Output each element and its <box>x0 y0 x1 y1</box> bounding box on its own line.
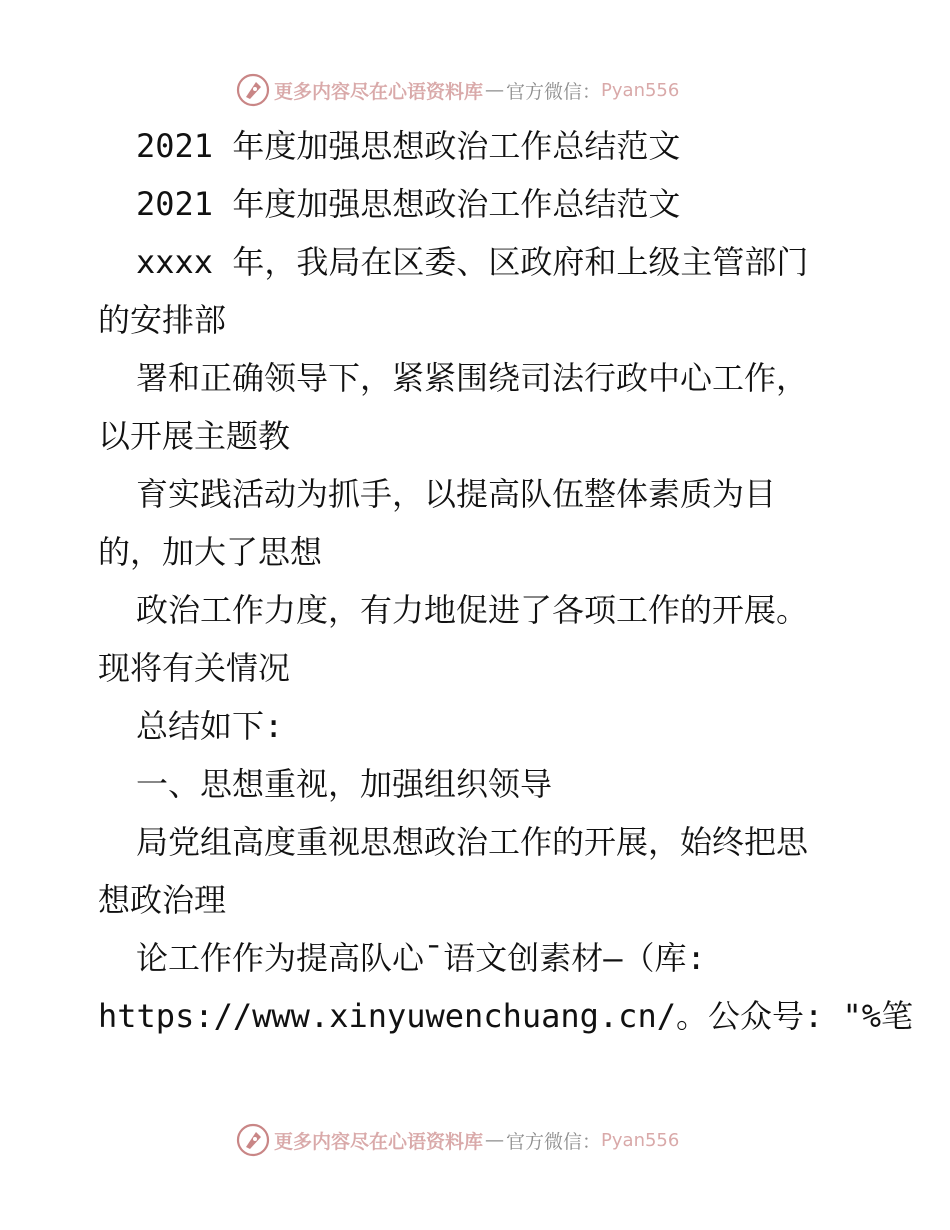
paragraph-line: 的，加大了思想 <box>98 533 323 571</box>
watermark-footer <box>236 1122 679 1158</box>
document-body <box>98 117 914 1045</box>
paragraph-line: 的安排部 <box>98 301 227 339</box>
document-subtitle: 2021 年度加强思想政治工作总结范文 <box>136 185 681 223</box>
watermark-dash: — <box>485 1129 505 1151</box>
paragraph-line: 育实践活动为抓手，以提高队伍整体素质为目 <box>136 475 777 513</box>
section-heading: 一、思想重视，加强组织领导 <box>136 765 553 803</box>
paragraph-line: 署和正确领导下，紧紧围绕司法行政中心工作， <box>136 359 809 397</box>
watermark-text: 更多内容尽在心语资料库 <box>274 80 484 103</box>
paragraph-line: 以开展主题教 <box>98 417 291 455</box>
pen-nib-logo-icon <box>236 1123 270 1157</box>
watermark-dash: — <box>485 79 505 101</box>
pen-nib-logo-icon <box>236 73 270 107</box>
watermark-header <box>236 72 679 108</box>
document-title: 2021 年度加强思想政治工作总结范文 <box>136 127 681 165</box>
watermark-wechat-id: Pyan556 <box>601 79 680 101</box>
paragraph-line: https://www.xinyuwenchuang.cn/。公众号: "%笔 <box>98 997 914 1035</box>
watermark-wechat-label: 官方微信： <box>506 80 602 103</box>
paragraph-line: xxxx 年，我局在区委、区政府和上级主管部门 <box>136 243 809 281</box>
watermark-wechat-id: Pyan556 <box>601 1129 680 1151</box>
watermark-wechat-label: 官方微信： <box>506 1130 602 1153</box>
watermark-text: 更多内容尽在心语资料库 <box>274 1130 484 1153</box>
paragraph-line: 总结如下: <box>136 707 284 745</box>
paragraph-line: 论工作作为提高队心¯语文创素材—（库: <box>136 939 706 977</box>
paragraph-line: 现将有关情况 <box>98 649 291 687</box>
paragraph-line: 局党组高度重视思想政治工作的开展，始终把思 <box>136 823 809 861</box>
paragraph-line: 想政治理 <box>98 881 227 919</box>
paragraph-line: 政治工作力度，有力地促进了各项工作的开展。 <box>136 591 809 629</box>
